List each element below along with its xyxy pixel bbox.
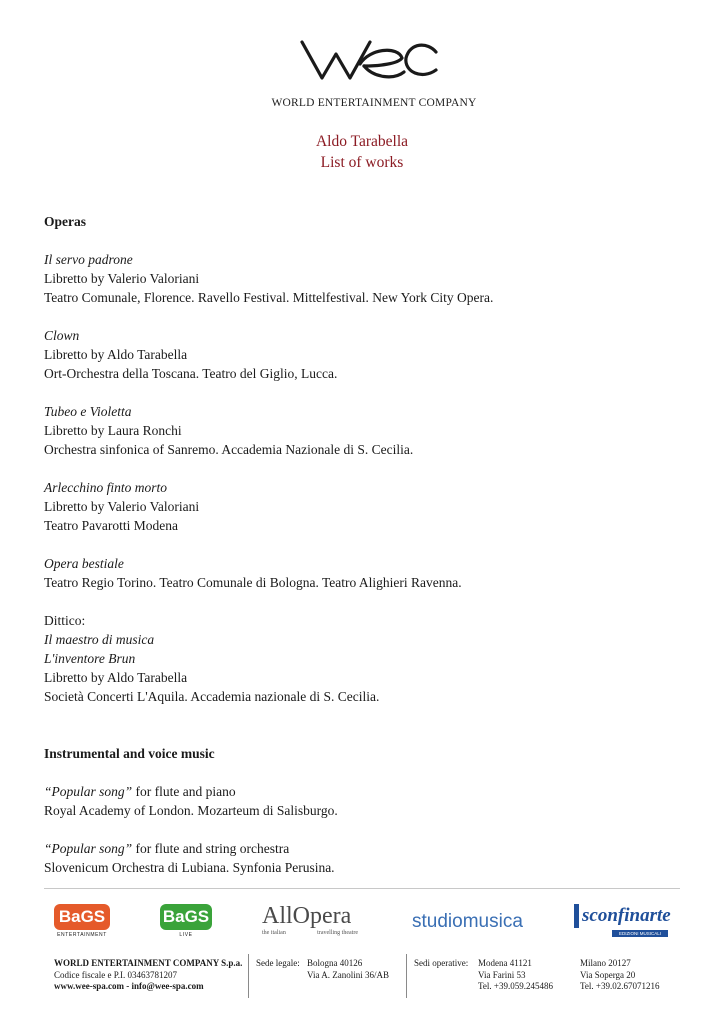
work-instrumentation: for flute and piano [132,784,236,799]
document-title: Aldo Tarabella [315,133,409,150]
footer-milano-tel: Tel. +39.02.67071216 [580,981,660,991]
work-entry [44,402,684,459]
bags-live-logo [160,904,212,940]
dittico-label: Dittico: [44,613,86,628]
studiomusica-logo [412,908,532,936]
footer-legal-label: Sede legale: [256,958,300,968]
work-instrumentation: for flute and string orchestra [132,841,290,856]
work-entry [44,478,684,535]
footer-company-legal: WORLD ENTERTAINMENT COMPANY S.p.a. [54,958,243,968]
work-line: Libretto by Valerio Valoriani [44,499,200,514]
section-heading-instrumental: Instrumental and voice music [44,746,215,761]
footer-legal-city: Bologna 40126 [307,958,363,968]
work-line: Libretto by Laura Ronchi [44,423,182,438]
sconfinarte-logo [574,904,670,940]
work-entry [44,250,684,307]
footer-legal-street: Via A. Zanolini 36/AB [307,969,389,980]
footer-milano-city: Milano 20127 [580,958,631,968]
work-line: Teatro Comunale, Florence. Ravello Festival. Mittelfestival. New York City Opera. [44,290,494,305]
footer-tax-id: Codice fiscale e P.I. 03463781207 [54,969,177,980]
work-line: Libretto by Valerio Valoriani [44,271,200,286]
document-subtitle: List of works [320,154,404,171]
footer-ops-label: Sedi operative: [414,958,469,968]
footer-modena-tel: Tel. +39.059.245486 [478,981,553,991]
work-line: Libretto by Aldo Tarabella [44,347,188,362]
work-line: Orchestra sinfonica of Sanremo. Accademia Nazionale di S. Cecilia. [44,442,414,457]
work-title: Tubeo e Violetta [44,404,132,419]
work-title: Il maestro di musica [44,632,155,647]
work-entry [44,782,684,820]
sconfinarte-logo-sub: EDIZIONI MUSICALI [612,930,668,937]
work-line: Teatro Regio Torino. Teatro Comunale di Bologna. Teatro Alighieri Ravenna. [44,575,462,590]
footer-info [54,958,674,1002]
bags-entertainment-logo-mark: BaGS [54,904,110,930]
work-line: Società Concerti L'Aquila. Accademia nazionale di S. Cecilia. [44,689,380,704]
work-entry [44,839,684,877]
work-title: L'inventore Brun [44,651,136,666]
allopera-tagline-left: the italian [262,930,286,936]
bags-live-logo-sub: LIVE [179,932,193,938]
work-line: Ort-Orchestra della Toscana. Teatro del Giglio, Lucca. [44,366,338,381]
work-title: Opera bestiale [44,556,124,571]
work-title: “Popular song” [44,784,133,799]
work-line: Slovenicum Orchestra di Lubiana. Synfonia Perusina. [44,860,335,875]
footer-modena-city: Modena 41121 [478,958,532,968]
bags-live-logo-mark: BaGS [160,904,212,930]
work-entry-dittico [44,611,684,706]
footer-divider [44,888,680,889]
allopera-logo-mark: AllOpera [262,903,352,929]
footer-modena-street: Via Farini 53 [478,969,526,980]
allopera-logo [262,904,366,940]
allopera-tagline-right: travelling theatre [317,930,358,936]
company-name: WORLD ENTERTAINMENT COMPANY [271,97,477,109]
sconfinarte-logo-mark: sconfinarte [574,904,670,928]
footer-milano-street: Via Soperga 20 [580,969,636,980]
footer-web-email: www.wee-spa.com - info@wee-spa.com [54,981,204,991]
work-line: Royal Academy of London. Mozarteum di Salisburgo. [44,803,338,818]
studiomusica-logo-mark: studiomusica [412,911,523,932]
work-line: Libretto by Aldo Tarabella [44,670,188,685]
work-title: Arlecchino finto morto [44,480,167,495]
bags-entertainment-logo-sub: ENTERTAINMENT [57,932,107,938]
work-entry [44,326,684,383]
wec-logo-icon [300,36,440,92]
works-list [44,212,684,877]
work-title: “Popular song” [44,841,133,856]
work-title: Clown [44,328,80,343]
work-entry [44,554,684,592]
work-title: Il servo padrone [44,252,133,267]
section-heading-operas: Operas [44,214,86,229]
work-line: Teatro Pavarotti Modena [44,518,179,533]
bags-entertainment-logo [54,904,110,940]
